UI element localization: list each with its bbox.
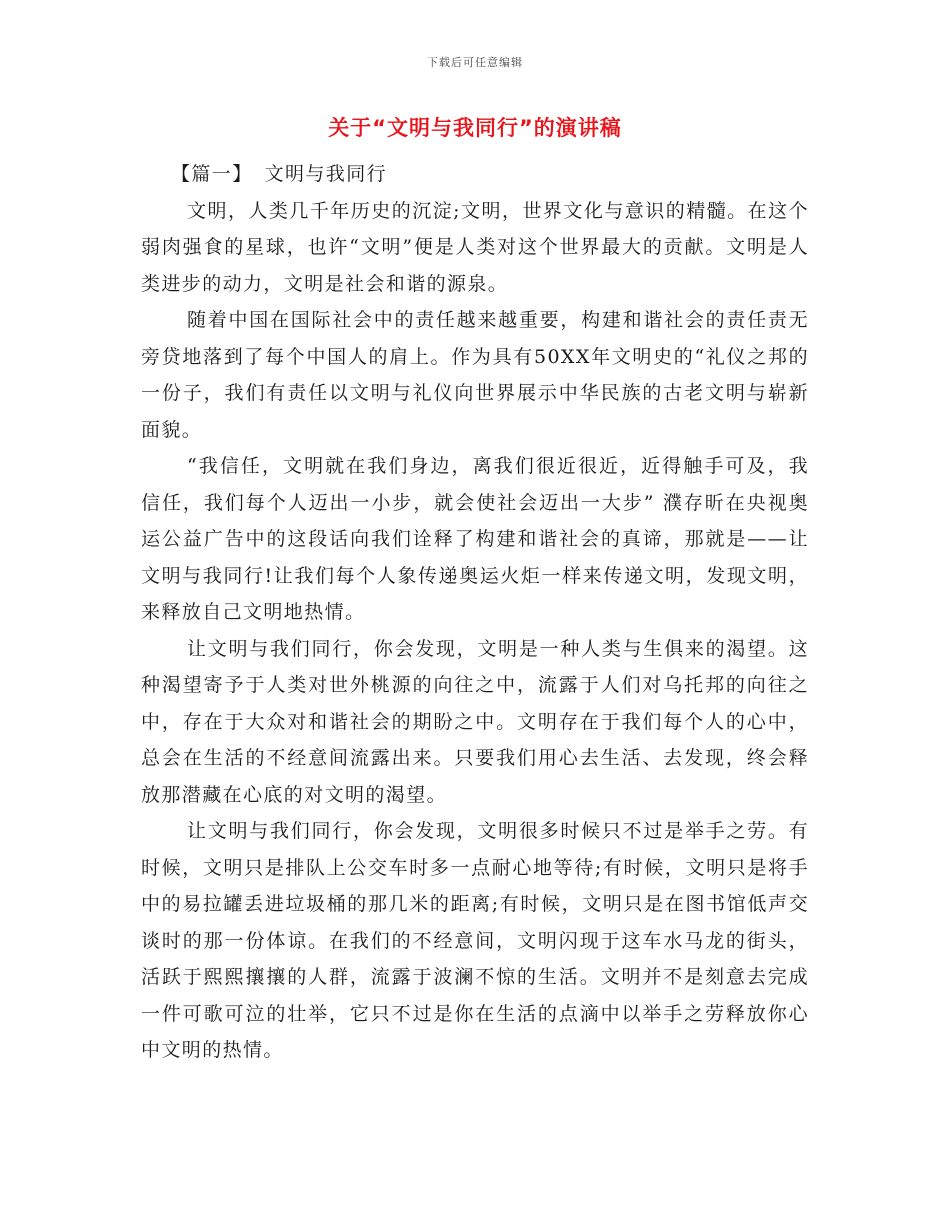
paragraph-5: 让文明与我们同行，你会发现，文明很多时候只不过是举手之劳。有时候，文明只是排队上公交车时多一点耐心地等待;有时候，文明只是将手中的易拉罐丢进垃圾桶的那几米的距离;有时候，文明只是在图书馆低声交谈时的那一份体谅。在我们的不经意间，文明闪现于这车水马龙的街头，活跃于熙熙攘攘的人群，流露于波澜不惊的生活。文明并不是刻意去完成一件可歌可泣的壮举，它只不过是你在生活的点滴中以举手之劳释放你心中文明的热情。	[141, 820, 809, 1061]
section-heading-text: 文明与我同行	[264, 163, 388, 185]
document-body	[141, 156, 809, 1069]
paragraph-3: “我信任，文明就在我们身边，离我们很近很近，近得触手可及，我信任，我们每个人迈出一小步，就会使社会迈出一大步” 濮存昕在央视奥运公益广告中的这段话向我们诠释了构建和谐社会的真谛，那就是——让文明与我同行!让我们每个人象传递奥运火炬一样来传递文明，发现文明，来释放自己文明地热情。	[141, 455, 809, 623]
paragraph-4: 让文明与我们同行，你会发现，文明是一种人类与生俱来的渴望。这种渴望寄予于人类对世外桃源的向往之中，流露于人们对乌托邦的向往之中，存在于大众对和谐社会的期盼之中。文明存在于我们每个人的心中，总会在生活的不经意间流露出来。只要我们用心去生活、去发现，终会释放那潜藏在心底的对文明的渴望。	[141, 637, 809, 806]
document-title: 关于“文明与我同行”的演讲稿	[328, 116, 622, 140]
paragraph-2: 随着中国在国际社会中的责任越来越重要，构建和谐社会的责任责无旁贷地落到了每个中国人的肩上。作为具有50XX年文明史的“礼仪之邦的一份子，我们有责任以文明与礼仪向世界展示中华民族的古老文明与崭新面貌。	[141, 309, 809, 441]
header-note: 下载后可任意编辑	[427, 56, 523, 69]
paragraph-1: 文明，人类几千年历史的沉淀;文明，世界文化与意识的精髓。在这个弱肉强食的星球，也许“文明”便是人类对这个世界最大的贡献。文明是人类进步的动力，文明是社会和谐的源泉。	[141, 199, 809, 295]
section-heading	[141, 156, 809, 193]
section-marker: 【篇一】	[171, 163, 253, 185]
